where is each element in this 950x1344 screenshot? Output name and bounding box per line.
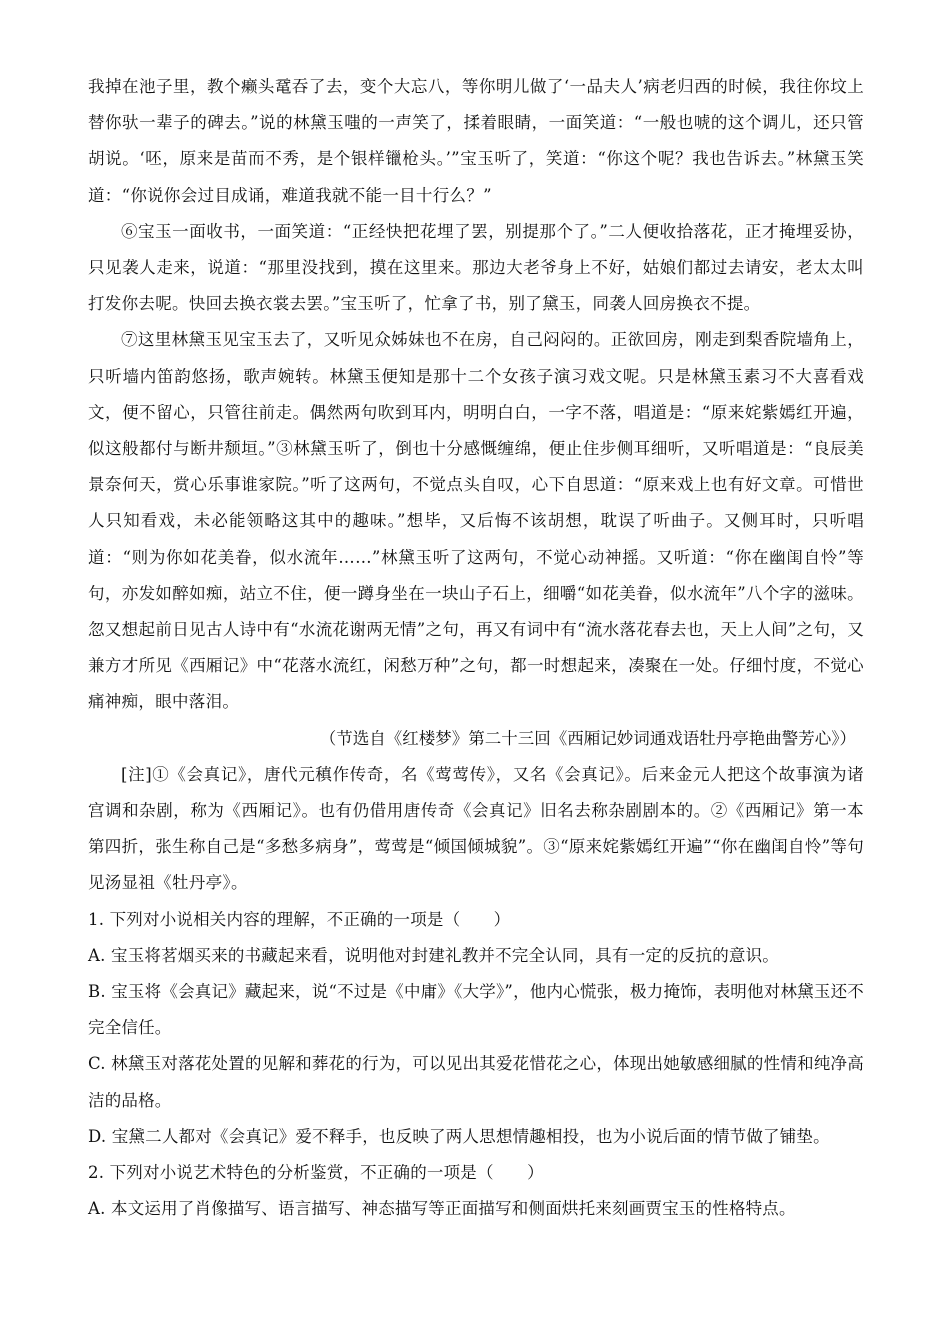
passage-paragraph-7: ⑦这里林黛玉见宝玉去了，又听见众姊妹也不在房，自己闷闷的。正欲回房，刚走到梨香院墙角上，只听墙内笛韵悠扬，歌声婉转。林黛玉便知是那十二个女孩子演习戏文呢。只是林黛玉素习不大喜看戏文，便不留心，只管往前走。偶然两句吹到耳内，明明白白，一字不落，唱道是：“原来姹紫嫣红开遍，似这般都付与断井颓垣。”③林黛玉听了，倒也十分感慨缠绵，便止住步侧耳细听，又听唱道是：“良辰美景奈何天，赏心乐事谁家院。”听了这两句，不觉点头自叹，心下自思道：“原来戏上也有好文章。可惜世人只知看戏，未必能领略这其中的趣味。”想毕，又后悔不该胡想，耽误了听曲子。又侧耳时，只听唱道：“则为你如花美眷，似水流年……”林黛玉听了这两句，不觉心动神摇。又听道：“你在幽闺自怜”等句，亦发如醉如痴，站立不住，便一蹲身坐在一块山子石上，细嚼“如花美眷，似水流年”八个字的滋味。忽又想起前日见古人诗中有“水流花谢两无情”之句，再又有词中有“流水落花春去也，天上人间”之句，又兼方才所见《西厢记》中“花落水流红，闲愁万种”之句，都一时想起来，凑聚在一处。仔细忖度，不觉心痛神痴，眼中落泪。 <box>88 330 864 712</box>
question-2-stem: 2. 下列对小说艺术特色的分析鉴赏，不正确的一项是（ ） <box>88 1163 544 1183</box>
passage-source: （节选自《红楼梦》第二十三回《西厢记妙词通戏语牡丹亭艳曲警芳心》） <box>319 728 856 748</box>
question-1 <box>88 902 864 1155</box>
question-1-option-d: D. 宝黛二人都对《会真记》爱不释手，也反映了两人思想情趣相投，也为小说后面的情节做了铺垫。 <box>88 1126 830 1146</box>
question-1-option-a: A. 宝玉将茗烟买来的书藏起来看，说明他对封建礼教并不完全认同，具有一定的反抗的意识。 <box>88 945 780 965</box>
passage-paragraph-6: ⑥宝玉一面收书，一面笑道：“正经快把花埋了罢，别提那个了。”二人便收拾落花，正才掩埋妥协，只见袭人走来，说道：“那里没找到，摸在这里来。那边大老爷身上不好，姑娘们都过去请安，老太太叫打发你去呢。快回去换衣裳去罢。”宝玉听了，忙拿了书，别了黛玉，同袭人回房换衣不提。 <box>88 221 864 314</box>
document-page <box>88 69 864 1228</box>
question-2 <box>88 1155 864 1227</box>
question-1-option-b: B. 宝玉将《会真记》藏起来，说“不过是《中庸》《大学》”，他内心慌张，极力掩饰，表明他对林黛玉还不完全信任。 <box>88 982 864 1038</box>
passage-paragraph-continued: 我掉在池子里，教个癞头鼋吞了去，变个大忘八，等你明儿做了‘一品夫人’病老归西的时候，我往你坟上替你驮一辈子的碑去。”说的林黛玉嗤的一声笑了，揉着眼睛，一面笑道：“一般也唬的这个调儿，还只管胡说。‘呸，原来是苗而不秀，是个银样镴枪头。’”宝玉听了，笑道：“你这个呢？我也告诉去。”林黛玉笑道：“你说你会过目成诵，难道我就不能一目十行么？” <box>88 77 864 205</box>
question-1-stem: 1. 下列对小说相关内容的理解，不正确的一项是（ ） <box>88 909 511 929</box>
annotation-note: [注]①《会真记》，唐代元稹作传奇，名《莺莺传》，又名《会真记》。后来金元人把这个故事演为诸宫调和杂剧，称为《西厢记》。也有仍借用唐传奇《会真记》旧名去称杂剧剧本的。②《西厢记》第一本第四折，张生称自己是“多愁多病身”，莺莺是“倾国倾城貌”。③“原来姹紫嫣红开遍”“你在幽闺自怜”等句见汤显祖《牡丹亭》。 <box>88 764 864 893</box>
question-2-option-a: A. 本文运用了肖像描写、语言描写、神态描写等正面描写和侧面烘托来刻画贾宝玉的性格特点。 <box>88 1199 796 1219</box>
question-1-option-c: C. 林黛玉对落花处置的见解和葬花的行为，可以见出其爱花惜花之心，体现出她敏感细腻的性情和纯净高洁的品格。 <box>88 1054 864 1110</box>
